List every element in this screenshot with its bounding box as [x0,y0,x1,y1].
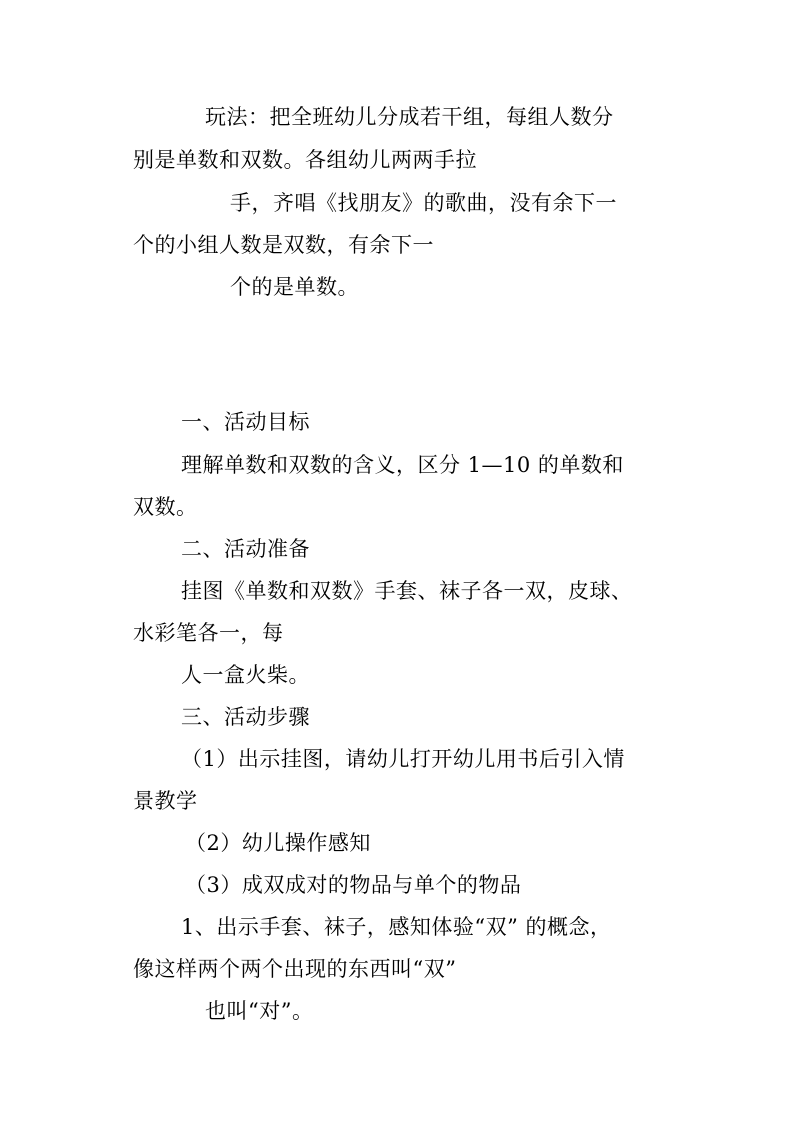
step-3-line: （3）成双成对的物品与单个的物品 [185,873,522,897]
preparation-text-line-1: 挂图《单数和双数》手套、袜子各一双，皮球、 [181,579,633,603]
game-rules-line-3: 手，齐唱《找朋友》的歌曲，没有余下一 [230,191,617,215]
section-heading-goals: 一、活动目标 [181,410,310,434]
game-rules-line-1: 玩法：把全班幼儿分成若干组，每组人数分 [205,105,614,129]
game-rules-line-4: 个的小组人数是双数，有余下一 [133,233,434,257]
game-rules-line-2: 别是单数和双数。各组幼儿两两手拉 [133,148,477,172]
point-1-line-3: 也叫“对”。 [205,999,314,1023]
preparation-text-line-3: 人一盒火柴。 [181,663,310,687]
game-rules-line-5: 个的是单数。 [230,275,359,299]
section-heading-preparation: 二、活动准备 [181,537,310,561]
goals-text-line-1: 理解单数和双数的含义，区分 1—10 的单数和 [181,453,624,477]
preparation-text-line-2: 水彩笔各一，每 [133,621,284,645]
section-heading-steps: 三、活动步骤 [181,705,310,729]
step-1-line-1: （1）出示挂图，请幼儿打开幼儿用书后引入情 [181,747,625,771]
step-1-line-2: 景教学 [133,789,198,813]
point-1-line-2: 像这样两个两个出现的东西叫“双” [133,957,457,981]
goals-text-line-2: 双数。 [133,495,198,519]
point-1-line-1: 1、出示手套、袜子，感知体验“双” 的概念， [181,915,612,939]
step-2-line: （2）幼儿操作感知 [185,831,371,855]
